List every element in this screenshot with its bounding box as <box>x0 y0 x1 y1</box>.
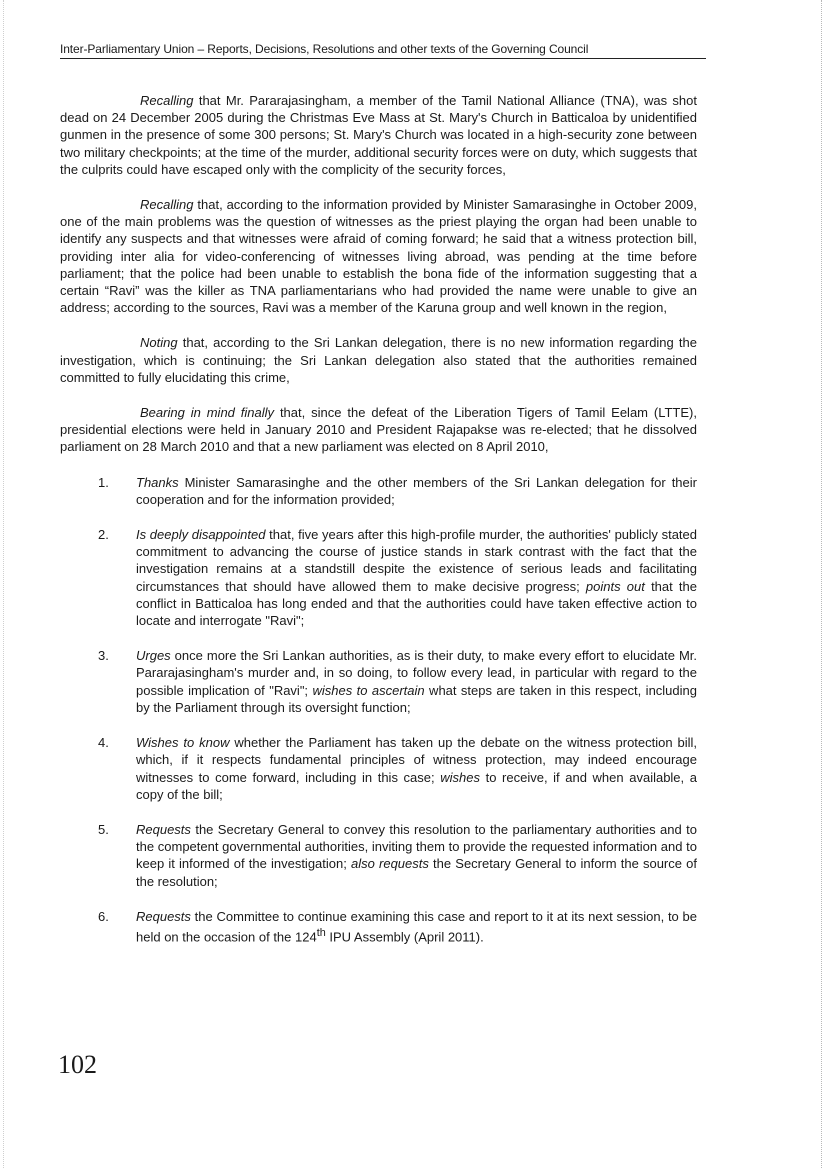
preamble-text: that, since the defeat of the Liberation Tigers of Tamil Eelam (LTTE), presidential elections were held in January 2010 and President Rajapakse was re-elected; that he dissolved parliament on 28 March 2010 and that a new parliament was elected on 8 April 2010, <box>60 405 697 455</box>
operative-item <box>60 821 697 890</box>
item-text: once more the Sri Lankan authorities, as is their duty, to make every effort to elucidate Mr. Pararajasingham's murder and, in so doing, to follow every lead, in particular with regard to the possible implication of "Ravi"; <box>136 648 697 698</box>
scan-edge-right <box>820 0 822 1168</box>
item-number: 5. <box>98 821 109 837</box>
item-text: to receive, if and when available, a copy of the bill; <box>136 769 697 802</box>
operative-item <box>60 474 697 508</box>
item-text: Minister Samarasinghe and the other members of the Sri Lankan delegation for their cooperation and for the information provided; <box>136 474 697 507</box>
item-verb: wishes to ascertain <box>312 682 425 698</box>
item-text: whether the Parliament has taken up the debate on the witness protection bill, which, if it respects fundamental principles of witness protection, may indeed encourage witnesses to come forward, including in this case; <box>136 735 697 785</box>
preamble-text: that, according to the Sri Lankan delegation, there is no new information regarding the investigation, which is continuing; the Sri Lankan delegation also stated that the authorities remained committed to fully elucidating this crime, <box>60 335 697 385</box>
preamble-text: that, according to the information provided by Minister Samarasinghe in October 2009, one of the main problems was the question of witnesses as the priest playing the organ had been unable to identify any suspects and that witnesses were afraid of coming forward; he said that a witness protection bill, providing inter alia for video-conferencing of witnesses living abroad, was pending at the time before parliament; that the police had been unable to establish the bona fide of the information suggesting that a certain “Ravi” was the killer as TNA parliamentarians who had provided the name were unable to give an address; according to the sources, Ravi was a member of the Karuna group and well known in the region, <box>60 197 697 316</box>
item-body <box>136 647 697 716</box>
item-verb: wishes <box>440 769 480 785</box>
item-body <box>136 821 697 890</box>
item-number: 1. <box>98 474 109 490</box>
item-verb: Requests <box>136 821 191 837</box>
item-text: the Secretary General to convey this resolution to the parliamentary authorities and to the competent governmental authorities, inviting them to provide the requested information and to keep it informed of the investigation; <box>136 821 697 872</box>
item-text: what steps are taken in this respect, including by the Parliament through its oversight function; <box>136 682 697 715</box>
scan-edge-left <box>3 0 5 1168</box>
item-number: 6. <box>98 908 109 924</box>
operative-section <box>60 474 697 946</box>
item-verb: Thanks <box>136 474 179 490</box>
preamble-verb: Bearing in mind finally <box>140 405 275 421</box>
document-body <box>60 92 697 963</box>
preamble-verb: Recalling <box>140 93 194 108</box>
running-header-text: Inter-Parliamentary Union – Reports, Decisions, Resolutions and other texts of the Governing Council <box>60 42 589 56</box>
item-body <box>136 734 697 803</box>
preamble-paragraph <box>60 196 697 316</box>
operative-item <box>60 908 697 946</box>
page-number: 102 <box>58 1050 97 1079</box>
item-verb: Requests <box>136 908 191 924</box>
item-text: the Committee to continue examining this case and report to it at its next session, to be held on the occasion of the 124 <box>136 908 697 945</box>
item-number: 3. <box>98 648 109 664</box>
preamble-paragraph <box>60 92 697 178</box>
preamble-verb: Recalling <box>140 197 194 213</box>
item-text: IPU Assembly (April 2011). <box>325 929 484 945</box>
item-verb: Urges <box>136 648 171 664</box>
item-body <box>136 526 697 629</box>
item-body <box>136 474 697 508</box>
item-superscript: th <box>316 926 326 939</box>
preamble-verb: Noting <box>140 335 178 351</box>
item-verb: Is deeply disappointed <box>136 527 266 543</box>
item-body <box>136 908 697 946</box>
item-text: the Secretary General to inform the source of the resolution; <box>136 856 697 889</box>
item-verb: points out <box>585 578 645 594</box>
preamble-section <box>60 92 697 456</box>
item-text: that, five years after this high-profile murder, the authorities' publicly stated commitment to advancing the course of justice stands in stark contrast with the fact that the investigation remains at a standstill despite the existence of serious leads and facilitating circumstances that should have allowed them to make decisive progress; <box>136 527 698 594</box>
preamble-paragraph <box>60 334 697 386</box>
operative-item <box>60 647 697 716</box>
preamble-paragraph <box>60 404 697 456</box>
operative-item <box>60 526 697 629</box>
item-number: 4. <box>98 735 109 751</box>
operative-item <box>60 734 697 803</box>
running-header <box>60 42 706 59</box>
item-number: 2. <box>98 527 109 543</box>
item-verb: Wishes to know <box>136 735 230 751</box>
item-verb: also requests <box>351 856 429 872</box>
item-text: that the conflict in Batticaloa has long ended and that the authorities could have taken effective action to locate and interrogate "Ravi"; <box>136 578 698 629</box>
preamble-text: that Mr. Pararajasingham, a member of the Tamil National Alliance (TNA), was shot dead on 24 December 2005 during the Christmas Eve Mass at St. Mary's Church in Batticaloa by unidentified gunmen in the presence of some 300 persons; St. Mary's Church was located in a high-security zone between two military checkpoints; at the time of the murder, additional security forces were on duty, which suggests that the culprits could have escaped only with the complicity of the security forces, <box>60 93 697 177</box>
